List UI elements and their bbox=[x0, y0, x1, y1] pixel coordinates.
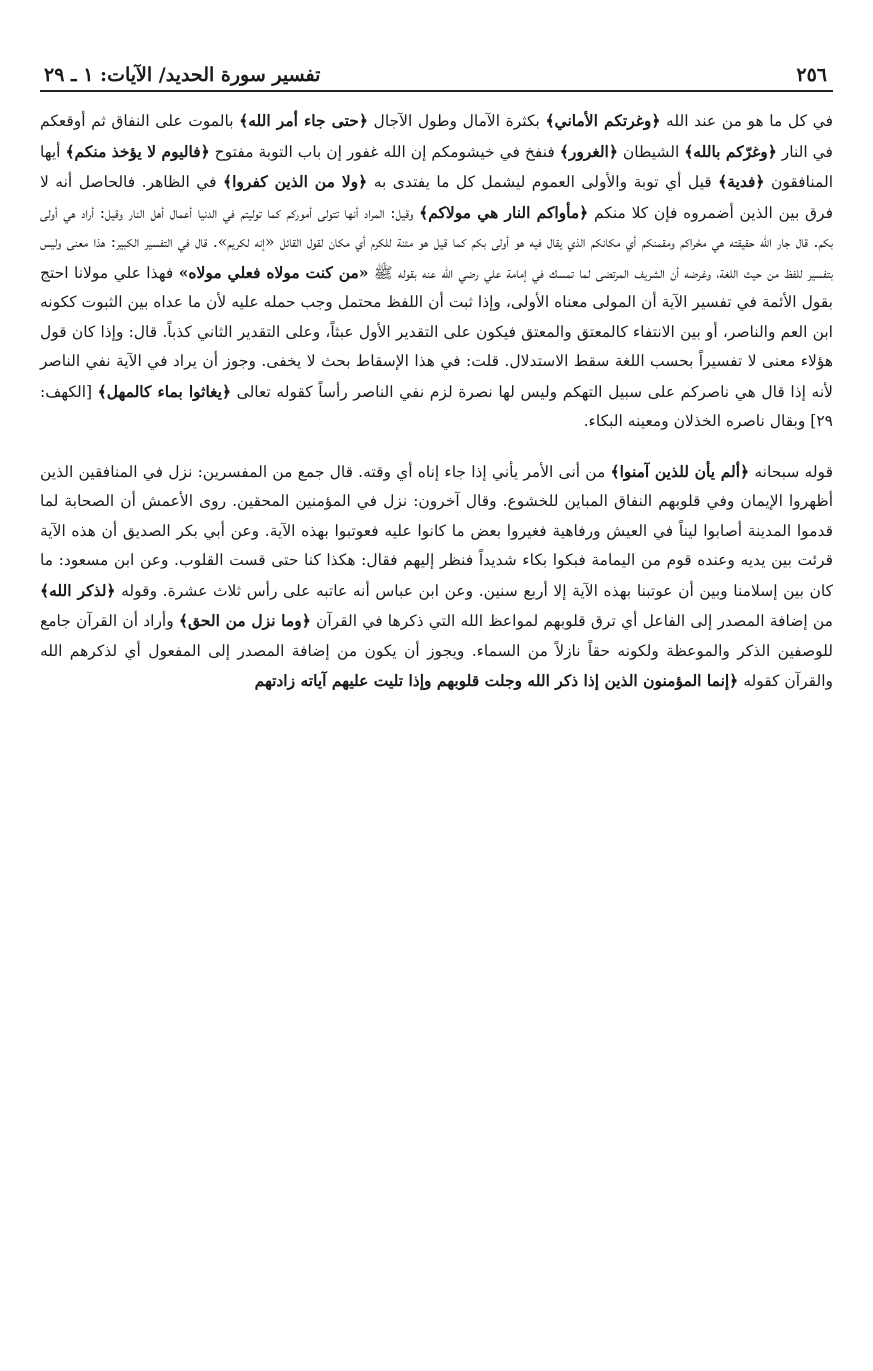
paragraph bbox=[40, 106, 833, 437]
quoted-verse: ﴿لذكر الله﴾ bbox=[40, 580, 116, 600]
body-text bbox=[40, 106, 833, 697]
quoted-verse: ﴿إنما المؤمنون الذين إذا ذكر الله وجلت قلوبهم وإذا تليت عليهم آياته زادتهم bbox=[254, 671, 739, 690]
quoted-verse: ﴿وما نزل من الحق﴾ bbox=[178, 611, 311, 630]
commentary-text: وأراد أن القرآن جامع للوصفين الذكر والموعظة ولكونه حقاً نازلاً من السماء. ويجوز أن يكون من إضافة المصدر إلى المفعول أي لذكرهم الله والقرآن كقوله bbox=[40, 612, 833, 690]
paragraph bbox=[40, 457, 833, 697]
quoted-verse: ﴿الغرور﴾ bbox=[559, 141, 618, 161]
commentary-text: من أنى الأمر يأني إذا جاء إناه أي وقته. قال جمع من المفسرين: نزل في المنافقين الذين أظهروا الإيمان وفي قلوبهم النفاق المباين للخشوع. وقال آخرون: نزل في المؤمنين المحقين. روى الأعمش أن الصحابة لما قدموا المدينة أصابوا ليناً في العيش ورفاهية فغيروا بعض ما كانوا عليه فعوتبوا بهذه الآية. وعن أبي بكر الصديق أن هذه الآية قرئت بين يديه وعنده قوم من اليمامة فبكوا بكاء شديداً فنظر إليهم فقال: هكذا كنا حتى قست القلوب. وعن ابن مسعود: ما كان بين إسلامنا وبين أن عوتبنا بهذه الآية إلا أربع سنين. وعن ابن عباس أنه عاتبه على رأس ثلاث عشرة. وقوله bbox=[40, 462, 834, 600]
commentary-text: فهذا علي مولانا احتج بقول الأئمة في تفسير الآية أن المولى معناه الأولى، وإذا ثبت أن اللفظ محتمل وجب حمله عليه لأن ما عداه بين الثبوت ككونه ابن العم والناصر، أو بين الانتفاء كالمعتق والمعتق فيكون على التقدير الأول عبثاً، وعلى التقدير الثاني كذباً. قال: وإذا كان قول هؤلاء معنى لا تفسيراً بحسب اللغة سقط الاستدلال. قلت: في هذا الإسقاط بحث لا يخفى. وجوز أن يراد في الآية نفي الناصر لأنه إذا قال هي ناصركم على سبيل التهكم وليس لها نصرة لزم نفي الناصر رأساً كقوله تعالى bbox=[40, 263, 833, 401]
quoted-verse: ﴿فدية﴾ bbox=[718, 172, 765, 191]
quoted-verse: ﴿ولا من الذين كفروا﴾ bbox=[223, 172, 368, 191]
commentary-text: بالموت على النفاق ثم أوقعكم في النار bbox=[40, 112, 833, 161]
quoted-verse: ﴿يغاثوا بماء كالمهل﴾ bbox=[97, 381, 232, 401]
commentary-text: وقيل: المراد أنها تتولى أموركم كما توليتم في الدنيا أعمال أهل النار وقيل: أراد هي أولى بكم. قال جار الله حقيقته هي محْراكم ومقمنكم أي مكانكم الذي يقال فيه هو أولى بكم كما قيل هو مئنة للكرم أي مكان لقول القائل «إنه لكريم». قال في التفسير الكبير: هذا معنى وليس بتفسير للفظ من حيث اللغة، وغرضه أن الشريف المرتضى لما تمسك في إمامة علي رضي الله عنه بقوله ﷺ bbox=[40, 203, 833, 282]
page bbox=[40, 54, 833, 1354]
commentary-text: الشيطان bbox=[617, 142, 685, 161]
commentary-text: قوله سبحانه bbox=[749, 462, 833, 481]
running-title: تفسير سورة الحديد/ الآيات: ١ ـ ٢٩ bbox=[44, 64, 321, 86]
page-number: ٢٥٦ bbox=[796, 64, 827, 86]
quoted-verse: ﴿حتى جاء أمر الله﴾ bbox=[239, 111, 368, 130]
commentary-text: أيها المنافقون bbox=[40, 142, 834, 191]
commentary-text: فنفخ في خيشومكم إن الله غفور إن باب التوبة مفتوح bbox=[209, 142, 560, 161]
quoted-verse: «من كنت مولاه فعلي مولاه» bbox=[178, 262, 369, 282]
commentary-text: في الظاهر. فالحاصل أنه لا فرق بين الذين أضمروه فإن كلا منكم bbox=[40, 173, 833, 222]
commentary-text: من إضافة المصدر إلى الفاعل أي ترق قلوبهم لمواعظ الله التي ذكرها في القرآن bbox=[310, 612, 833, 630]
quoted-verse: ﴿مأواكم النار هي مولاكم﴾ bbox=[419, 202, 589, 222]
commentary-text: [الكهف: ٢٩] وبقال ناصره الخذلان ومعينه البكاء. bbox=[40, 382, 833, 430]
quoted-verse: ﴿فاليوم لا يؤخذ منكم﴾ bbox=[65, 141, 210, 161]
commentary-text: في كل ما هو من عند الله bbox=[660, 112, 833, 130]
quoted-verse: ﴿ألم يأن للذين آمنوا﴾ bbox=[610, 461, 750, 481]
quoted-verse: ﴿وغرتكم الأماني﴾ bbox=[545, 111, 661, 130]
quoted-verse: ﴿وغرّكم بالله﴾ bbox=[684, 141, 777, 161]
page-header bbox=[40, 54, 833, 92]
commentary-text: قيل أي توبة والأولى العموم ليشمل كل ما يفتدى به bbox=[367, 173, 719, 191]
commentary-text: بكثرة الآمال وطول الآجال bbox=[367, 112, 546, 130]
